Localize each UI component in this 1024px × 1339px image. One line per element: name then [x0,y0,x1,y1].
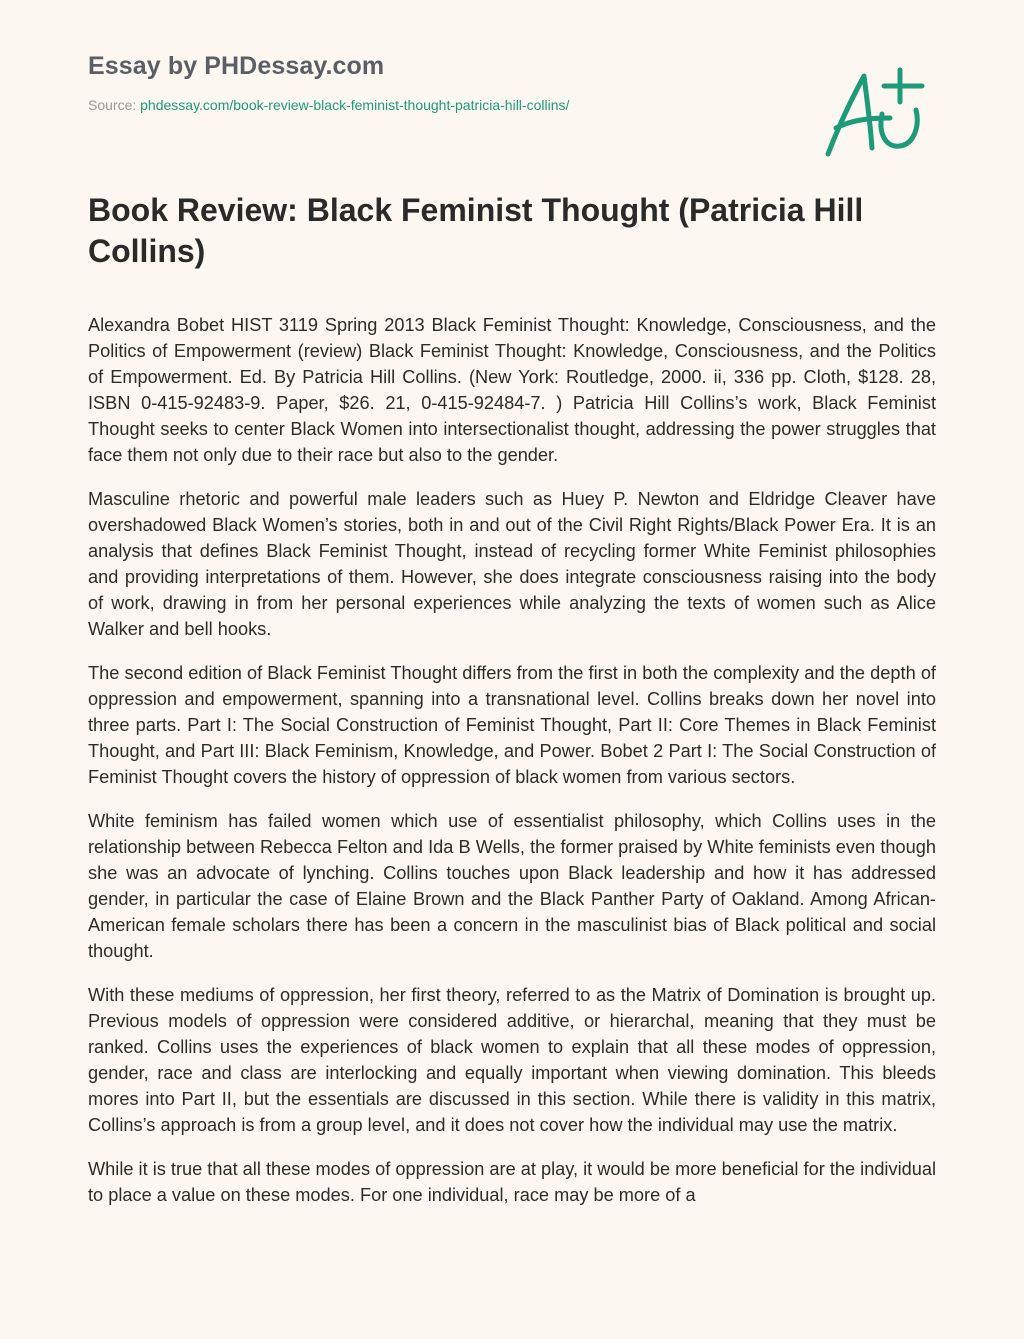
a-plus-logo-graphic [820,62,930,162]
essay-body [88,312,936,1290]
essay-paragraph: Masculine rhetoric and powerful male leaders such as Huey P. Newton and Eldridge Cleaver have overshadowed Black Women’s stories, both in and out of the Civil Right Rights/Black Power Era. It is an analysis that defines Black Feminist Thought, instead of recycling former White Feminist philosophies and providing interpretations of them. However, she does integrate consciousness raising into the body of work, drawing in from her personal experiences while analyzing the texts of women such as Alice Walker and bell hooks. [88,489,936,639]
a-plus-grade-icon [820,62,930,162]
source-label: Source: [88,97,141,113]
letter-a-stroke [828,76,872,154]
essay-paragraph: While it is true that all these modes of oppression are at play, it would be more beneficial for the individual to place a value on these modes. For one individual, race may be more of a [88,1159,936,1205]
essay-paragraph: With these mediums of oppression, her first theory, referred to as the Matrix of Domination is brought up. Previous models of oppression were considered additive, or hierarchal, meaning that they must be ranked. Collins uses the experiences of black women to explain that all these modes of oppression, gender, race and class are interlocking and equally important when viewing domination. This bleeds mores into Part II, but the essentials are discussed in this section. While there is validity in this matrix, Collins’s approach is from a group level, and it does not cover how the individual may use the matrix. [88,985,936,1135]
swoosh-stroke [881,110,917,146]
source-link[interactable]: phdessay.com/book-review-black-feminist-thought-patricia-hill-collins/ [140,97,570,113]
site-title: Essay by PHDessay.com [88,52,385,80]
essay-title: Book Review: Black Feminist Thought (Patricia Hill Collins) [88,192,864,269]
source-line [88,96,788,114]
page-header [88,50,788,114]
essay-paragraph: White feminism has failed women which use of essentialist philosophy, which Collins uses in the relationship between Rebecca Felton and Ida B Wells, the former praised by White feminists even though she was an advocate of lynching. Collins touches upon Black leadership and how it has addressed gender, in particular the case of Elaine Brown and the Black Panther Party of Oakland. Among African-American female scholars there has been a concern in the masculinist bias of Black political and social thought. [88,811,936,961]
essay-paragraph: The second edition of Black Feminist Thought differs from the first in both the complexity and the depth of oppression and empowerment, spanning into a transnational level. Collins breaks down her novel into three parts. Part I: The Social Construction of Feminist Thought, Part II: Core Themes in Black Feminist Thought, and Part III: Black Feminism, Knowledge, and Power. Bobet 2 Part I: The Social Construction of Feminist Thought covers the history of oppression of black women from various sectors. [88,663,936,787]
essay-paragraph: Alexandra Bobet HIST 3119 Spring 2013 Black Feminist Thought: Knowledge, Consciousness, and the Politics of Empowerment (review) Black Feminist Thought: Knowledge, Consciousness, and the Politics of Empowerment. Ed. By Patricia Hill Collins. (New York: Routledge, 2000. ii, 336 pp. Cloth, $128. 28, ISBN 0-415-92483-9. Paper, $26. 21, 0-415-92484-7. ) Patricia Hill Collins’s work, Black Feminist Thought seeks to center Black Women into intersectionalist thought, addressing the power struggles that face them not only due to their race but also to the gender. [88,315,936,465]
